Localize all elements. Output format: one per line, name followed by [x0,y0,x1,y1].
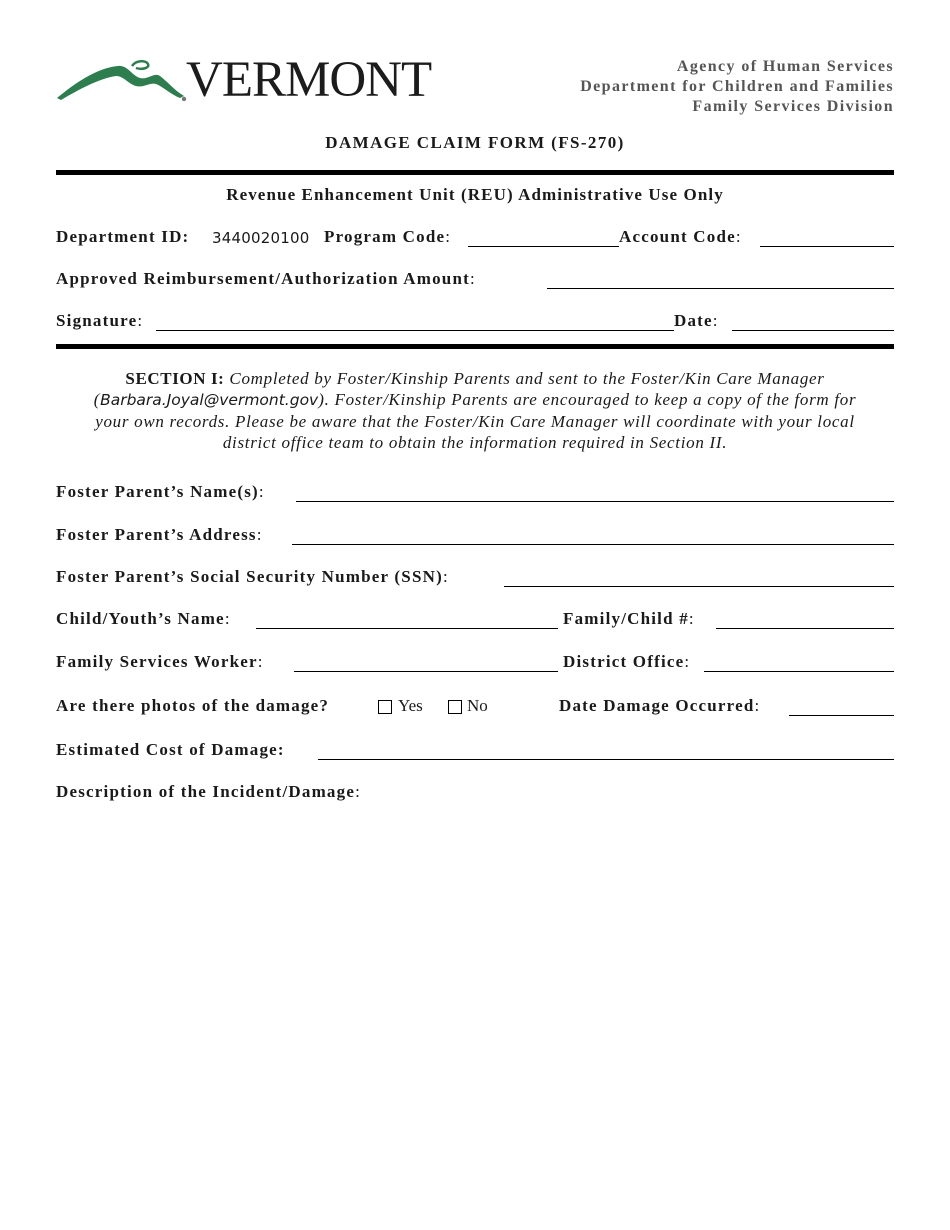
estimated-cost-label: Estimated Cost of Damage: [56,740,285,759]
estimated-cost-field[interactable] [318,759,894,760]
signature-label: Signature: [56,311,144,330]
department-id-value: 3440020100 [212,229,310,247]
approved-amount-row [56,269,894,293]
account-code-label: Account Code: [619,227,742,246]
photos-no-label: No [467,696,488,715]
account-code-field[interactable] [760,246,894,247]
foster-names-label: Foster Parent’s Name(s): [56,482,265,501]
department-row [56,227,894,251]
department-id-label: Department ID: [56,227,190,246]
foster-address-field[interactable] [292,544,894,545]
foster-names-row [56,482,894,506]
description-area[interactable] [56,812,894,1192]
date-label: Date: [674,311,719,330]
family-child-number-label: Family/Child #: [563,609,695,628]
vermont-logo [56,52,432,108]
logo-wordmark: VERMONT [186,52,432,108]
approved-amount-field[interactable] [547,288,894,289]
foster-ssn-field[interactable] [504,586,894,587]
section-text-start: Completed by Foster/Kinship Parents and sent to the Foster/Kin Care Manager ( [93,369,825,409]
photos-yes-checkbox[interactable] [378,700,392,714]
date-field[interactable] [732,330,894,331]
section-heading: SECTION I: [125,369,225,388]
section-one-instructions [76,368,874,453]
worker-row [56,652,894,676]
fs-worker-label: Family Services Worker: [56,652,264,671]
foster-address-row [56,525,894,549]
photos-question: Are there photos of the damage? [56,696,330,715]
fs-worker-field[interactable] [294,671,558,672]
estimated-cost-row [56,740,894,764]
date-damage-label: Date Damage Occurred: [559,696,761,715]
approved-amount-label: Approved Reimbursement/Authorization Amount: [56,269,476,288]
division-line: Family Services Division [692,98,894,115]
foster-address-label: Foster Parent’s Address: [56,525,263,544]
photos-no-checkbox[interactable] [448,700,462,714]
program-code-label: Program Code: [324,227,452,246]
family-child-number-field[interactable] [716,628,894,629]
department-line: Department for Children and Families [580,78,894,95]
reu-title: Revenue Enhancement Unit (REU) Administrative Use Only [226,185,724,204]
top-divider [56,170,894,175]
foster-ssn-row [56,567,894,591]
photos-yes-label: Yes [398,696,423,715]
child-row [56,609,894,633]
description-row [56,782,894,806]
agency-line: Agency of Human Services [676,58,894,75]
description-label: Description of the Incident/Damage: [56,782,362,801]
signature-row [56,311,894,335]
bottom-divider [56,344,894,349]
foster-ssn-label: Foster Parent’s Social Security Number (SSN): [56,567,449,586]
section-text-end: ). Foster/Kinship Parents are encouraged to keep a copy of the form for your own records. Please be aware that the Foster/Kin Care Manager will coordinate with your local district office team to obtain the information required in Section II. [95,390,857,452]
date-damage-field[interactable] [789,715,894,716]
photos-row [56,696,894,720]
signature-field[interactable] [156,330,674,331]
form-title: DAMAGE CLAIM FORM (FS-270) [325,133,625,152]
claim-form-page [56,0,894,1230]
contact-email[interactable]: Barbara.Joyal@vermont.gov [100,391,319,409]
mountain-logo-icon [56,54,191,104]
district-office-label: District Office: [563,652,691,671]
child-name-field[interactable] [256,628,558,629]
agency-block [580,57,894,117]
child-name-label: Child/Youth’s Name: [56,609,231,628]
foster-names-field[interactable] [296,501,894,502]
program-code-field[interactable] [468,246,619,247]
district-office-field[interactable] [704,671,894,672]
